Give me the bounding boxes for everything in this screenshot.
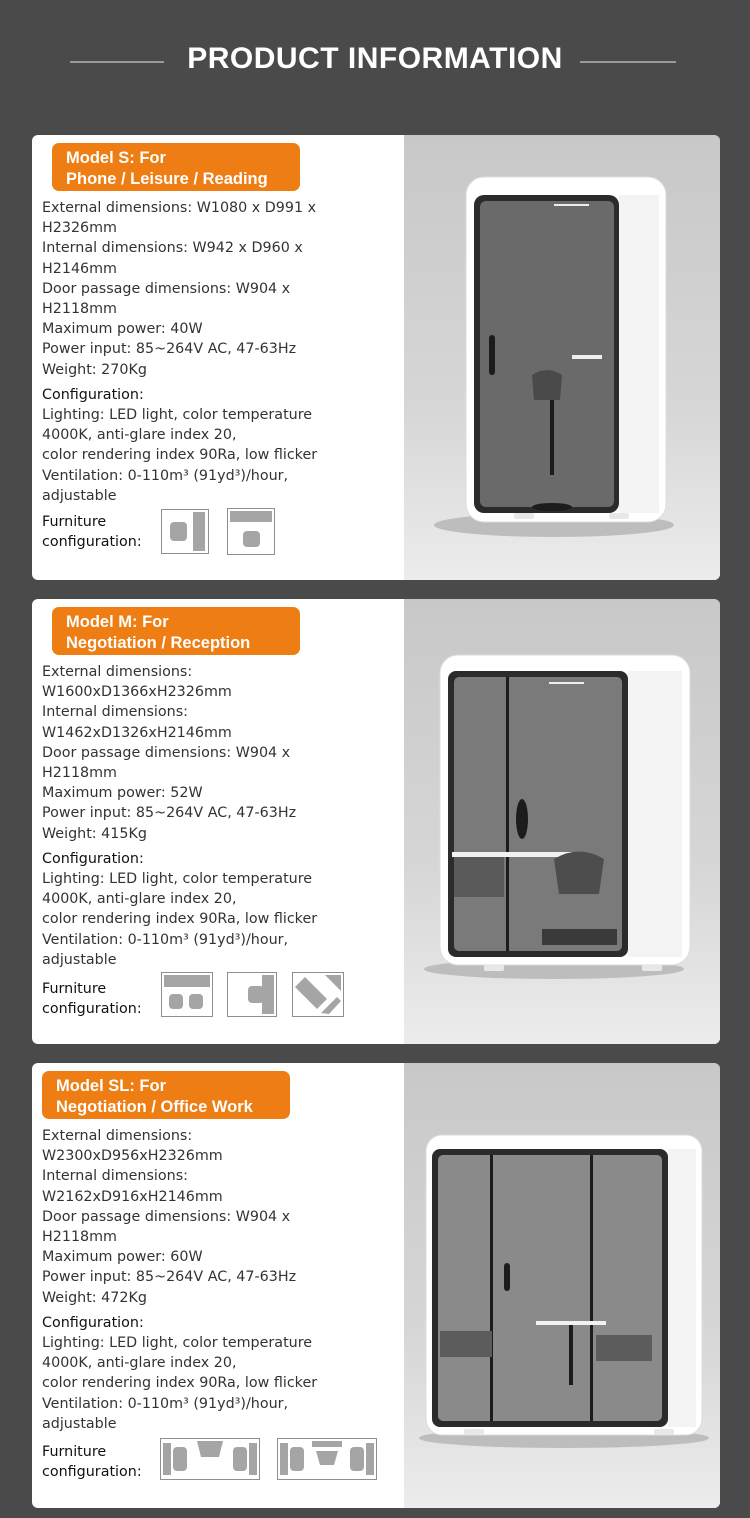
- spec-line: Maximum power: 40W: [42, 321, 203, 338]
- spec-line: External dimensions:: [42, 1128, 193, 1144]
- model-sl-card: [32, 1063, 720, 1508]
- page-header: [0, 0, 750, 135]
- model-s-specs: [42, 198, 402, 506]
- spec-line: H2118mm: [42, 765, 117, 782]
- spec-line: Door passage dimensions: W904 x: [42, 280, 291, 297]
- config-line: Lighting: LED light, color temperature: [42, 1335, 313, 1352]
- model-m-specs: [42, 662, 402, 970]
- model-sl-specs: [42, 1126, 402, 1434]
- furniture-label-line-2: configuration:: [42, 1001, 142, 1017]
- config-line: 4000K, anti-glare index 20,: [42, 1355, 237, 1372]
- config-line: adjustable: [42, 951, 117, 968]
- badge-line-2: Negotiation / Office Work: [56, 1098, 253, 1116]
- spec-line: Weight: 415Kg: [42, 825, 147, 842]
- config-line: color rendering index 90Ra, low flicker: [42, 447, 318, 464]
- spec-line: Power input: 85~264V AC, 47-63Hz: [42, 341, 297, 358]
- config-line: 4000K, anti-glare index 20,: [42, 891, 237, 908]
- face-to-face-layout-icon: [160, 1438, 260, 1480]
- badge-line-2: Negotiation / Reception: [66, 634, 251, 652]
- angled-desk-layout-icon: [292, 972, 344, 1017]
- config-heading: Configuration:: [42, 850, 144, 867]
- config-line: color rendering index 90Ra, low flicker: [42, 1375, 318, 1392]
- furniture-label-line-2: configuration:: [42, 1464, 142, 1480]
- config-line: Ventilation: 0-110m³ (91yd³)/hour,: [42, 1395, 289, 1412]
- config-line: Ventilation: 0-110m³ (91yd³)/hour,: [42, 467, 289, 484]
- config-line: adjustable: [42, 1415, 117, 1432]
- model-m-card: [32, 599, 720, 1044]
- spec-line: W2162xD916xH2146mm: [42, 1188, 223, 1205]
- model-s-info: [32, 135, 404, 580]
- spec-line: Door passage dimensions: W904 x: [42, 744, 291, 761]
- model-m-info: [32, 599, 404, 1044]
- single-seat-layout-icon: [161, 509, 209, 554]
- furniture-config-label: [42, 512, 142, 552]
- config-line: 4000K, anti-glare index 20,: [42, 427, 237, 444]
- spec-line: H2326mm: [42, 220, 117, 237]
- badge-line-1: Model S: For: [66, 149, 166, 167]
- spec-line: External dimensions:: [42, 664, 193, 680]
- spec-line: External dimensions: W1080 x D991 x: [42, 200, 317, 216]
- model-s-booth-photo: [404, 135, 720, 580]
- model-s-card: [32, 135, 720, 580]
- config-line: color rendering index 90Ra, low flicker: [42, 911, 318, 928]
- model-m-booth-photo: [404, 599, 720, 1044]
- spec-line: Internal dimensions: W942 x D960 x: [42, 240, 303, 257]
- spec-line: W1600xD1366xH2326mm: [42, 684, 232, 701]
- single-desk-layout-icon: [227, 508, 275, 555]
- config-line: Lighting: LED light, color temperature: [42, 871, 313, 888]
- spec-line: Weight: 472Kg: [42, 1289, 147, 1306]
- furniture-label-line-2: configuration:: [42, 534, 142, 550]
- model-sl-badge: [42, 1071, 290, 1119]
- header-divider-right: [580, 61, 676, 63]
- spec-line: Door passage dimensions: W904 x: [42, 1208, 291, 1225]
- model-sl-booth-photo: [404, 1063, 720, 1508]
- badge-line-1: Model SL: For: [56, 1077, 166, 1095]
- model-m-badge: [52, 607, 300, 655]
- spec-line: Maximum power: 52W: [42, 785, 203, 802]
- config-line: adjustable: [42, 487, 117, 504]
- spec-line: H2118mm: [42, 1229, 117, 1246]
- config-line: Ventilation: 0-110m³ (91yd³)/hour,: [42, 931, 289, 948]
- reception-layout-icon: [227, 972, 277, 1017]
- spec-line: H2146mm: [42, 260, 117, 277]
- spec-line: H2118mm: [42, 301, 117, 318]
- spec-line: Weight: 270Kg: [42, 361, 147, 378]
- furniture-config-label: [42, 1442, 142, 1482]
- spec-line: W2300xD956xH2326mm: [42, 1148, 223, 1165]
- furniture-label-line-1: Furniture: [42, 1444, 107, 1460]
- spec-line: Internal dimensions:: [42, 704, 188, 721]
- model-s-badge: [52, 143, 300, 191]
- two-seat-layout-icon: [161, 972, 213, 1017]
- model-sl-info: [32, 1063, 404, 1508]
- spec-line: Power input: 85~264V AC, 47-63Hz: [42, 1269, 297, 1286]
- page-title: PRODUCT INFORMATION: [187, 42, 563, 75]
- face-to-face-table-layout-icon: [277, 1438, 377, 1480]
- spec-line: W1462xD1326xH2146mm: [42, 724, 232, 741]
- spec-line: Power input: 85~264V AC, 47-63Hz: [42, 805, 297, 822]
- config-heading: Configuration:: [42, 1314, 144, 1331]
- badge-line-1: Model M: For: [66, 613, 169, 631]
- badge-line-2: Phone / Leisure / Reading: [66, 170, 268, 188]
- furniture-config-label: [42, 979, 142, 1019]
- spec-line: Maximum power: 60W: [42, 1249, 203, 1266]
- spec-line: Internal dimensions:: [42, 1168, 188, 1185]
- config-line: Lighting: LED light, color temperature: [42, 407, 313, 424]
- furniture-label-line-1: Furniture: [42, 981, 107, 997]
- furniture-label-line-1: Furniture: [42, 514, 107, 530]
- config-heading: Configuration:: [42, 386, 144, 403]
